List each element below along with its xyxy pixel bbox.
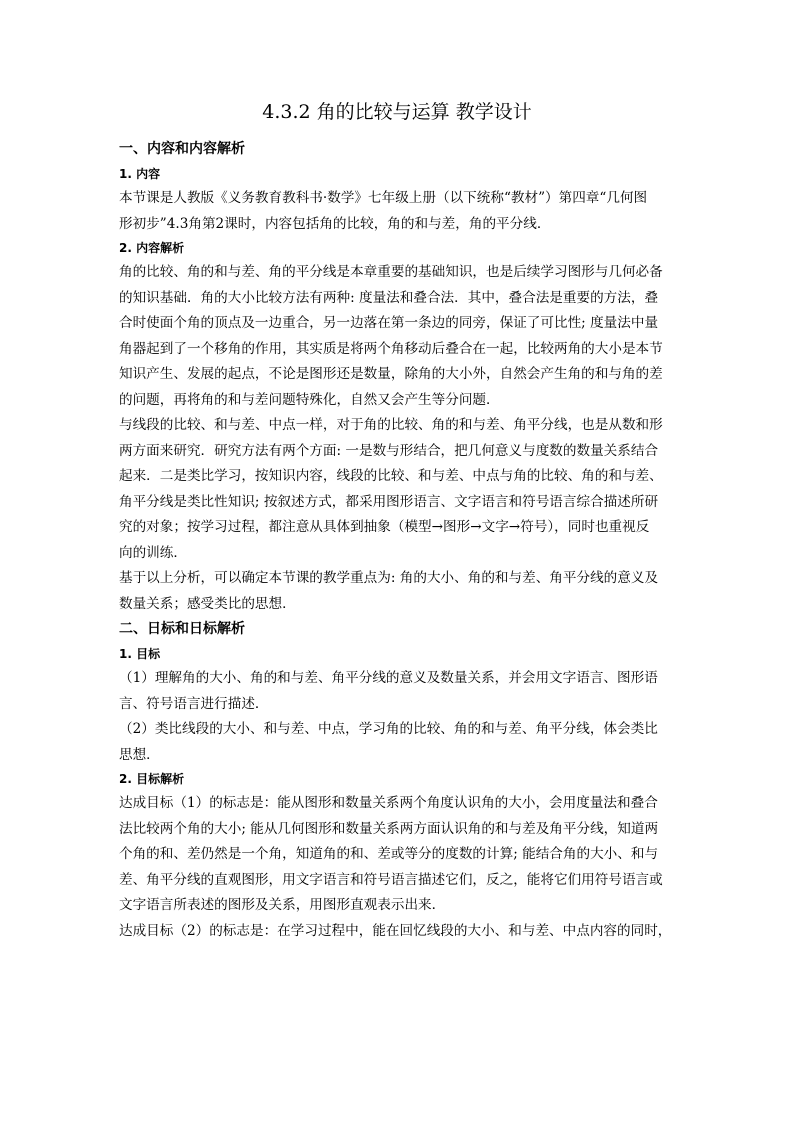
text-line: 向的训练． <box>119 544 187 561</box>
section-heading: 二、日标和日标解析 <box>119 621 245 637</box>
text-line: 数量关系；感受类比的思想． <box>119 595 296 612</box>
text-line: 达成目标（1）的标志是：能从图形和数量关系两个角度认识角的大小，会用度量法和叠合 <box>119 795 658 811</box>
paragraph <box>119 413 679 566</box>
paragraph <box>119 791 679 919</box>
subsection-heading: 1. 目标 <box>119 647 161 661</box>
text-line: 起来．二是类比学习，按知识内容，线段的比较、和与差、中点与角的比较、角的和与差、 <box>119 468 663 484</box>
text-line: 两方面来研究．研究方法有两个方面: 一是数与形结合，把几何意义与度数的数量关系结合 <box>119 442 659 459</box>
text-line: 的知识基础．角的大小比较方法有两种: 度量法和叠合法．其中，叠合法是重要的方法，叠 <box>119 289 659 306</box>
text-line: 知识产生、发展的起点，不论是图形还是数量，除角的大小外，自然会产生角的和与角的差 <box>119 366 663 382</box>
text-line: 合时使面个角的顶点及一边重合，另一边落在第一条边的同旁，保证了可比性; 度量法中量 <box>119 315 659 331</box>
text-line: 达成目标（2）的标志是：在学习过程中，能在回忆线段的大小、和与差、中点内容的同时， <box>119 922 672 939</box>
paragraph <box>119 186 679 237</box>
paragraph <box>119 666 679 717</box>
text-line: 形初步”4.3角第2课时，内容包括角的比较，角的和与差，角的平分线． <box>119 215 551 232</box>
text-line: 本节课是人教版《义务教育教科书·数学》七年级上册（以下统称“教材”）第四章“几何图 <box>119 190 648 206</box>
paragraph <box>119 260 679 413</box>
text-line: 文字语言所表述的图形及关系，用图形直观表示出来． <box>119 897 446 913</box>
paragraph <box>119 566 679 617</box>
subsection-heading: 2. 目标解析 <box>119 772 185 786</box>
text-line: 与线段的比较、和与差、中点一样，对于角的比较、角的和与差、角平分线，也是从数和形 <box>119 417 663 433</box>
text-line: 言、符号语言进行描述． <box>119 695 269 712</box>
document-title: 4.3.2 角的比较与运算 教学设计 <box>262 101 532 123</box>
text-line: （1）理解角的大小、角的和与差、角平分线的意义及数量关系，并会用文字语言、图形语 <box>119 670 658 686</box>
subsection-heading: 2. 内容解析 <box>119 241 185 255</box>
paragraph <box>119 919 679 945</box>
section-heading: 一、内容和内容解析 <box>119 141 245 157</box>
document-body <box>119 137 679 944</box>
text-line: 的问题，再将角的和与差问题特殊化，自然又会产生等分问题． <box>119 391 500 408</box>
text-line: 角的比较、角的和与差、角的平分线是本章重要的基础知识，也是后续学习图形与几何必备 <box>119 264 663 280</box>
text-line: 基于以上分析，可以确定本节课的教学重点为: 角的大小、角的和与差、角平分线的意义及 <box>119 570 659 586</box>
text-line: 角器起到了一个移角的作用，其实质是将两个角移动后叠合在一起，比较两角的大小是本节 <box>119 340 663 357</box>
text-line: 个角的和、差仍然是一个角，知道角的和、差或等分的度数的计算; 能结合角的大小、和与 <box>119 846 659 862</box>
text-line: 角平分线是类比性知识; 按叙述方式，都采用图形语言、文字语言和符号语言综合描述所研 <box>119 493 659 510</box>
text-line: （2）类比线段的大小、和与差、中点，学习角的比较、角的和与差、角平分线，体会类比 <box>119 721 658 737</box>
paragraph <box>119 717 679 768</box>
subsection-heading: 1. 内容 <box>119 167 161 181</box>
text-line: 法比较两个角的大小; 能从几何图形和数量关系两方面认识角的和与差及角平分线，知道两 <box>119 820 659 837</box>
text-line: 究的对象；按学习过程，都注意从具体到抽象（模型→图形→文字→符号），同时也重视反 <box>119 519 650 535</box>
text-line: 差、角平分线的直观图形，用文字语言和符号语言描述它们，反之，能将它们用符号语言或 <box>119 871 663 888</box>
text-line: 思想． <box>119 746 160 763</box>
